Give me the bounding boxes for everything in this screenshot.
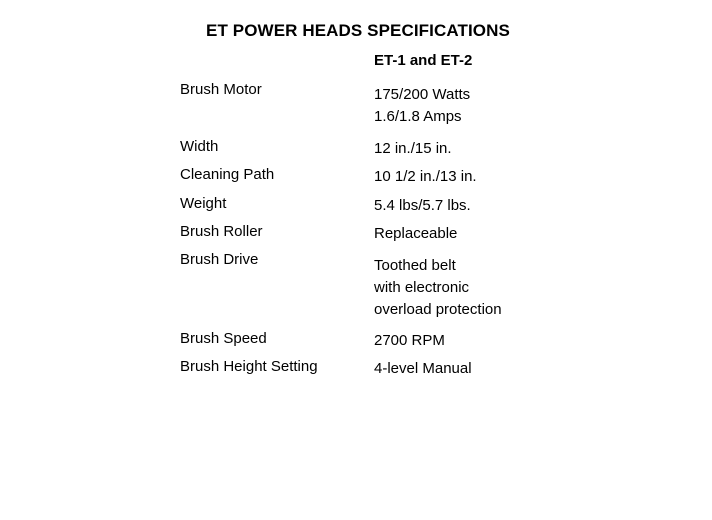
spec-label: Cleaning Path (180, 166, 275, 183)
spec-values (374, 166, 477, 188)
spec-values (374, 255, 502, 321)
spec-value: 2700 RPM (374, 332, 445, 349)
spec-label: Brush Speed (180, 330, 267, 347)
spec-row-brush-height-setting (180, 358, 600, 386)
spec-value: 1.6/1.8 Amps (374, 108, 462, 125)
spec-value: 4-level Manual (374, 360, 472, 377)
spec-table (180, 81, 600, 386)
spec-label: Width (180, 138, 219, 155)
spec-values (374, 358, 472, 380)
spec-row-brush-speed (180, 330, 600, 358)
spec-label: Brush Drive (180, 251, 259, 268)
spec-value: 10 1/2 in./13 in. (374, 168, 477, 185)
spec-label: Brush Roller (180, 223, 263, 240)
column-header: ET-1 and ET-2 (374, 52, 473, 69)
spec-value: 12 in./15 in. (374, 140, 452, 157)
spec-values (374, 84, 470, 128)
spec-row-brush-roller (180, 223, 600, 251)
spec-value: 175/200 Watts (374, 86, 471, 103)
spec-values (374, 195, 471, 217)
spec-value: Toothed belt (374, 257, 456, 274)
spec-value: with electronic (374, 279, 470, 296)
spec-row-weight (180, 195, 600, 223)
spec-value: Replaceable (374, 225, 458, 242)
spec-values (374, 330, 445, 352)
spec-label: Brush Height Setting (180, 358, 318, 375)
spec-values (374, 223, 457, 245)
spec-row-cleaning-path (180, 166, 600, 195)
spec-label: Brush Motor (180, 81, 262, 98)
spec-row-width (180, 138, 600, 166)
spec-row-brush-motor (180, 81, 600, 138)
page-title: ET POWER HEADS SPECIFICATIONS (206, 21, 510, 40)
spec-value: 5.4 lbs/5.7 lbs. (374, 197, 471, 214)
spec-label: Weight (180, 195, 227, 212)
spec-values (374, 138, 452, 160)
spec-row-brush-drive (180, 251, 600, 330)
spec-value: overload protection (374, 301, 502, 318)
